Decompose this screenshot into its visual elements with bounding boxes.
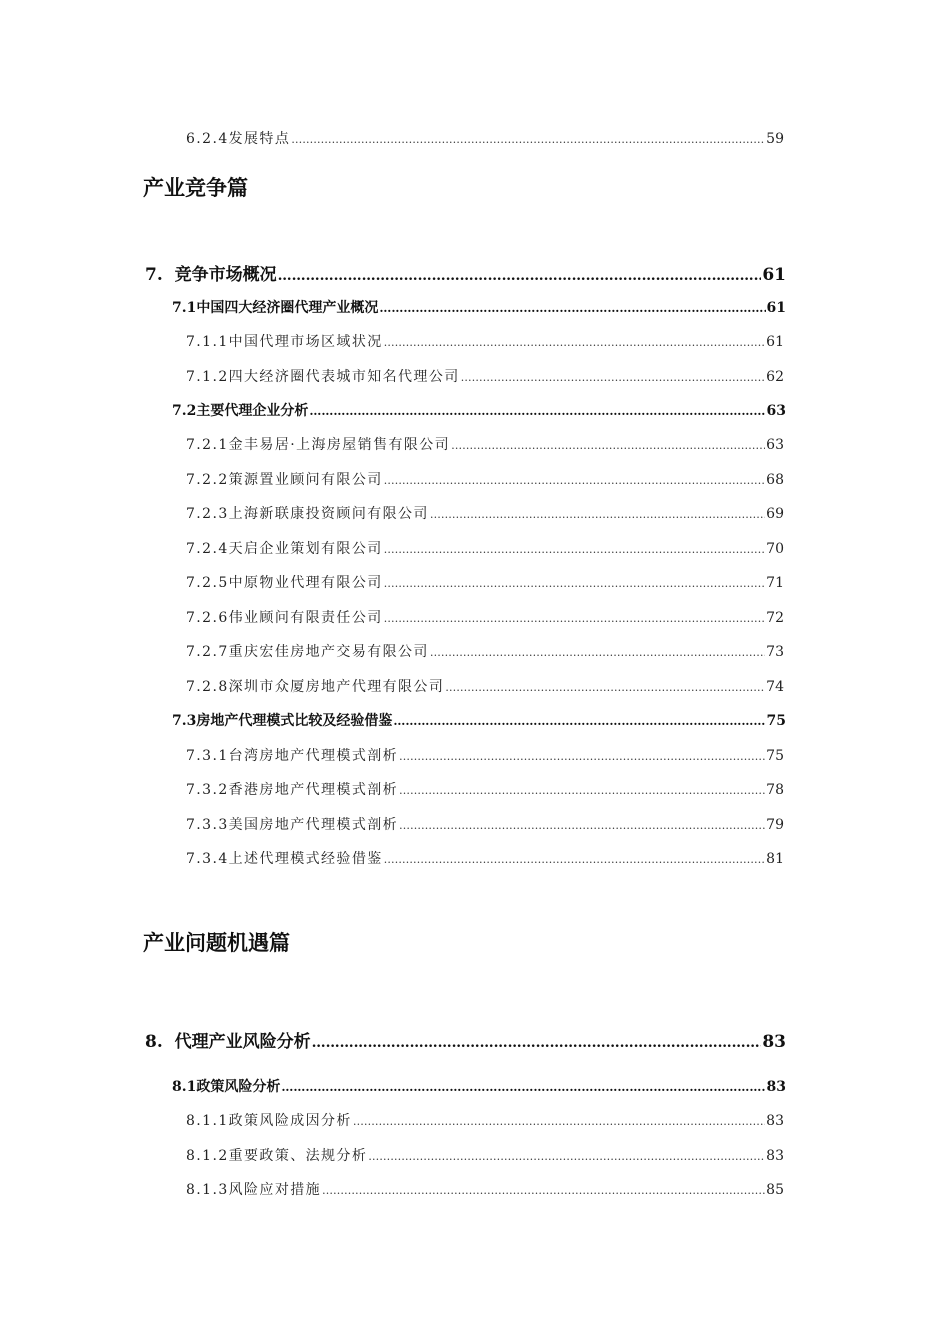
toc-entry-7-2-8	[186, 676, 784, 696]
toc-entry-page: 75	[766, 748, 784, 764]
toc-entry-7-3-1	[186, 745, 784, 765]
toc-entry-title: 7.2.4天启企业策划有限公司	[186, 541, 383, 557]
toc-dot-leader	[461, 369, 766, 385]
toc-entry-page: 61	[766, 334, 784, 350]
toc-entry-title: 7.2主要代理企业分析	[172, 403, 309, 419]
toc-entry-7-2-4	[186, 538, 784, 558]
toc-section-7-3	[172, 710, 786, 730]
toc-entry-page: 71	[766, 575, 784, 591]
toc-dot-leader	[322, 1182, 765, 1198]
toc-entry-title: 7.2.2策源置业顾问有限公司	[186, 472, 383, 488]
toc-entry-page: 81	[766, 851, 784, 867]
toc-entry-title: 7.2.3上海新联康投资顾问有限公司	[186, 506, 429, 522]
toc-entry-7-2-7	[186, 641, 784, 661]
toc-entry-8-1-2	[186, 1145, 784, 1165]
toc-entry-title: 8.1.1政策风险成因分析	[186, 1113, 352, 1129]
toc-entry-title: 8. 代理产业风险分析	[145, 1032, 311, 1052]
toc-entry-title: 8.1.2重要政策、法规分析	[186, 1148, 368, 1164]
toc-dot-leader	[312, 1032, 762, 1052]
toc-entry-page: 61	[762, 265, 786, 285]
toc-entry-page: 85	[766, 1182, 784, 1198]
toc-entry-page: 73	[766, 644, 784, 660]
toc-entry-title: 6.2.4发展特点	[186, 131, 291, 147]
toc-entry-title: 8.1政策风险分析	[172, 1079, 281, 1095]
toc-entry-8-1-3	[186, 1179, 784, 1199]
toc-dot-leader	[384, 575, 766, 591]
toc-entry-page: 70	[766, 541, 784, 557]
toc-entry-7-2-3	[186, 503, 784, 523]
toc-entry-page: 72	[766, 610, 784, 626]
toc-entry-title: 7.3.1台湾房地产代理模式剖析	[186, 748, 399, 764]
toc-chapter-8	[145, 1027, 786, 1052]
toc-entry-title: 7. 竞争市场概况	[145, 265, 277, 285]
toc-dot-leader	[399, 817, 765, 833]
toc-entry-7-2-6	[186, 607, 784, 627]
toc-entry-7-3-4	[186, 848, 784, 868]
toc-dot-leader	[353, 1113, 765, 1129]
toc-section-8-1	[172, 1076, 786, 1096]
toc-entry-title: 7.2.1金丰易居·上海房屋销售有限公司	[186, 437, 451, 453]
toc-entry-page: 61	[766, 300, 786, 316]
toc-entry-page: 59	[766, 131, 784, 147]
toc-entry-page: 62	[766, 369, 784, 385]
toc-entry-page: 78	[766, 782, 784, 798]
toc-dot-leader	[399, 782, 765, 798]
toc-dot-leader	[430, 506, 765, 522]
toc-entry-7-2-1	[186, 434, 784, 454]
toc-entry-page: 69	[766, 506, 784, 522]
toc-entry-title: 7.2.6伟业顾问有限责任公司	[186, 610, 383, 626]
toc-entry-7-2-5	[186, 572, 784, 592]
toc-entry-8-1-1	[186, 1110, 784, 1130]
toc-dot-leader	[445, 679, 765, 695]
toc-dot-leader	[281, 1079, 765, 1095]
toc-entry-title: 7.3.3美国房地产代理模式剖析	[186, 817, 399, 833]
toc-entry-title: 8.1.3风险应对措施	[186, 1182, 322, 1198]
toc-entry-page: 63	[766, 437, 784, 453]
toc-entry-page: 74	[766, 679, 784, 695]
toc-dot-leader	[384, 851, 766, 867]
toc-entry-page: 83	[766, 1079, 786, 1095]
part-heading-competition: 产业竞争篇	[143, 176, 248, 200]
toc-section-7-1	[172, 297, 786, 317]
part-heading-problems-opportunities: 产业问题机遇篇	[143, 931, 290, 955]
toc-dot-leader	[451, 437, 765, 453]
toc-dot-leader	[368, 1148, 765, 1164]
toc-entry-page: 63	[766, 403, 786, 419]
toc-entry-title: 7.1中国四大经济圈代理产业概况	[172, 300, 379, 316]
toc-dot-leader	[384, 334, 766, 350]
toc-dot-leader	[291, 131, 765, 147]
toc-entry-page: 68	[766, 472, 784, 488]
toc-entry-7-3-3	[186, 814, 784, 834]
toc-dot-leader	[384, 472, 766, 488]
toc-entry-title: 7.2.7重庆宏佳房地产交易有限公司	[186, 644, 429, 660]
toc-entry-page: 83	[762, 1032, 786, 1052]
toc-entry-page: 75	[766, 713, 786, 729]
toc-entry-7-1-2	[186, 366, 784, 386]
toc-entry-7-3-2	[186, 779, 784, 799]
toc-entry-7-2-2	[186, 469, 784, 489]
toc-dot-leader	[384, 610, 766, 626]
toc-dot-leader	[393, 713, 765, 729]
toc-entry-title: 7.1.2四大经济圈代表城市知名代理公司	[186, 369, 460, 385]
toc-section-7-2	[172, 400, 786, 420]
toc-dot-leader	[384, 541, 766, 557]
toc-entry-title: 7.3房地产代理模式比较及经验借鉴	[172, 713, 393, 729]
toc-chapter-7	[145, 260, 786, 285]
toc-dot-leader	[309, 403, 765, 419]
toc-entry-title: 7.3.4上述代理模式经验借鉴	[186, 851, 383, 867]
toc-dot-leader	[379, 300, 765, 316]
toc-entry-7-1-1	[186, 331, 784, 351]
toc-entry-title: 7.2.8深圳市众厦房地产代理有限公司	[186, 679, 445, 695]
toc-entry-title: 7.3.2香港房地产代理模式剖析	[186, 782, 399, 798]
toc-dot-leader	[278, 265, 762, 285]
toc-dot-leader	[399, 748, 765, 764]
toc-entry-page: 83	[766, 1113, 784, 1129]
toc-entry-title: 7.1.1中国代理市场区域状况	[186, 334, 383, 350]
toc-entry-page: 79	[766, 817, 784, 833]
toc-entry-title: 7.2.5中原物业代理有限公司	[186, 575, 383, 591]
toc-dot-leader	[430, 644, 765, 660]
toc-entry-page: 83	[766, 1148, 784, 1164]
toc-entry-6-2-4	[186, 128, 784, 148]
